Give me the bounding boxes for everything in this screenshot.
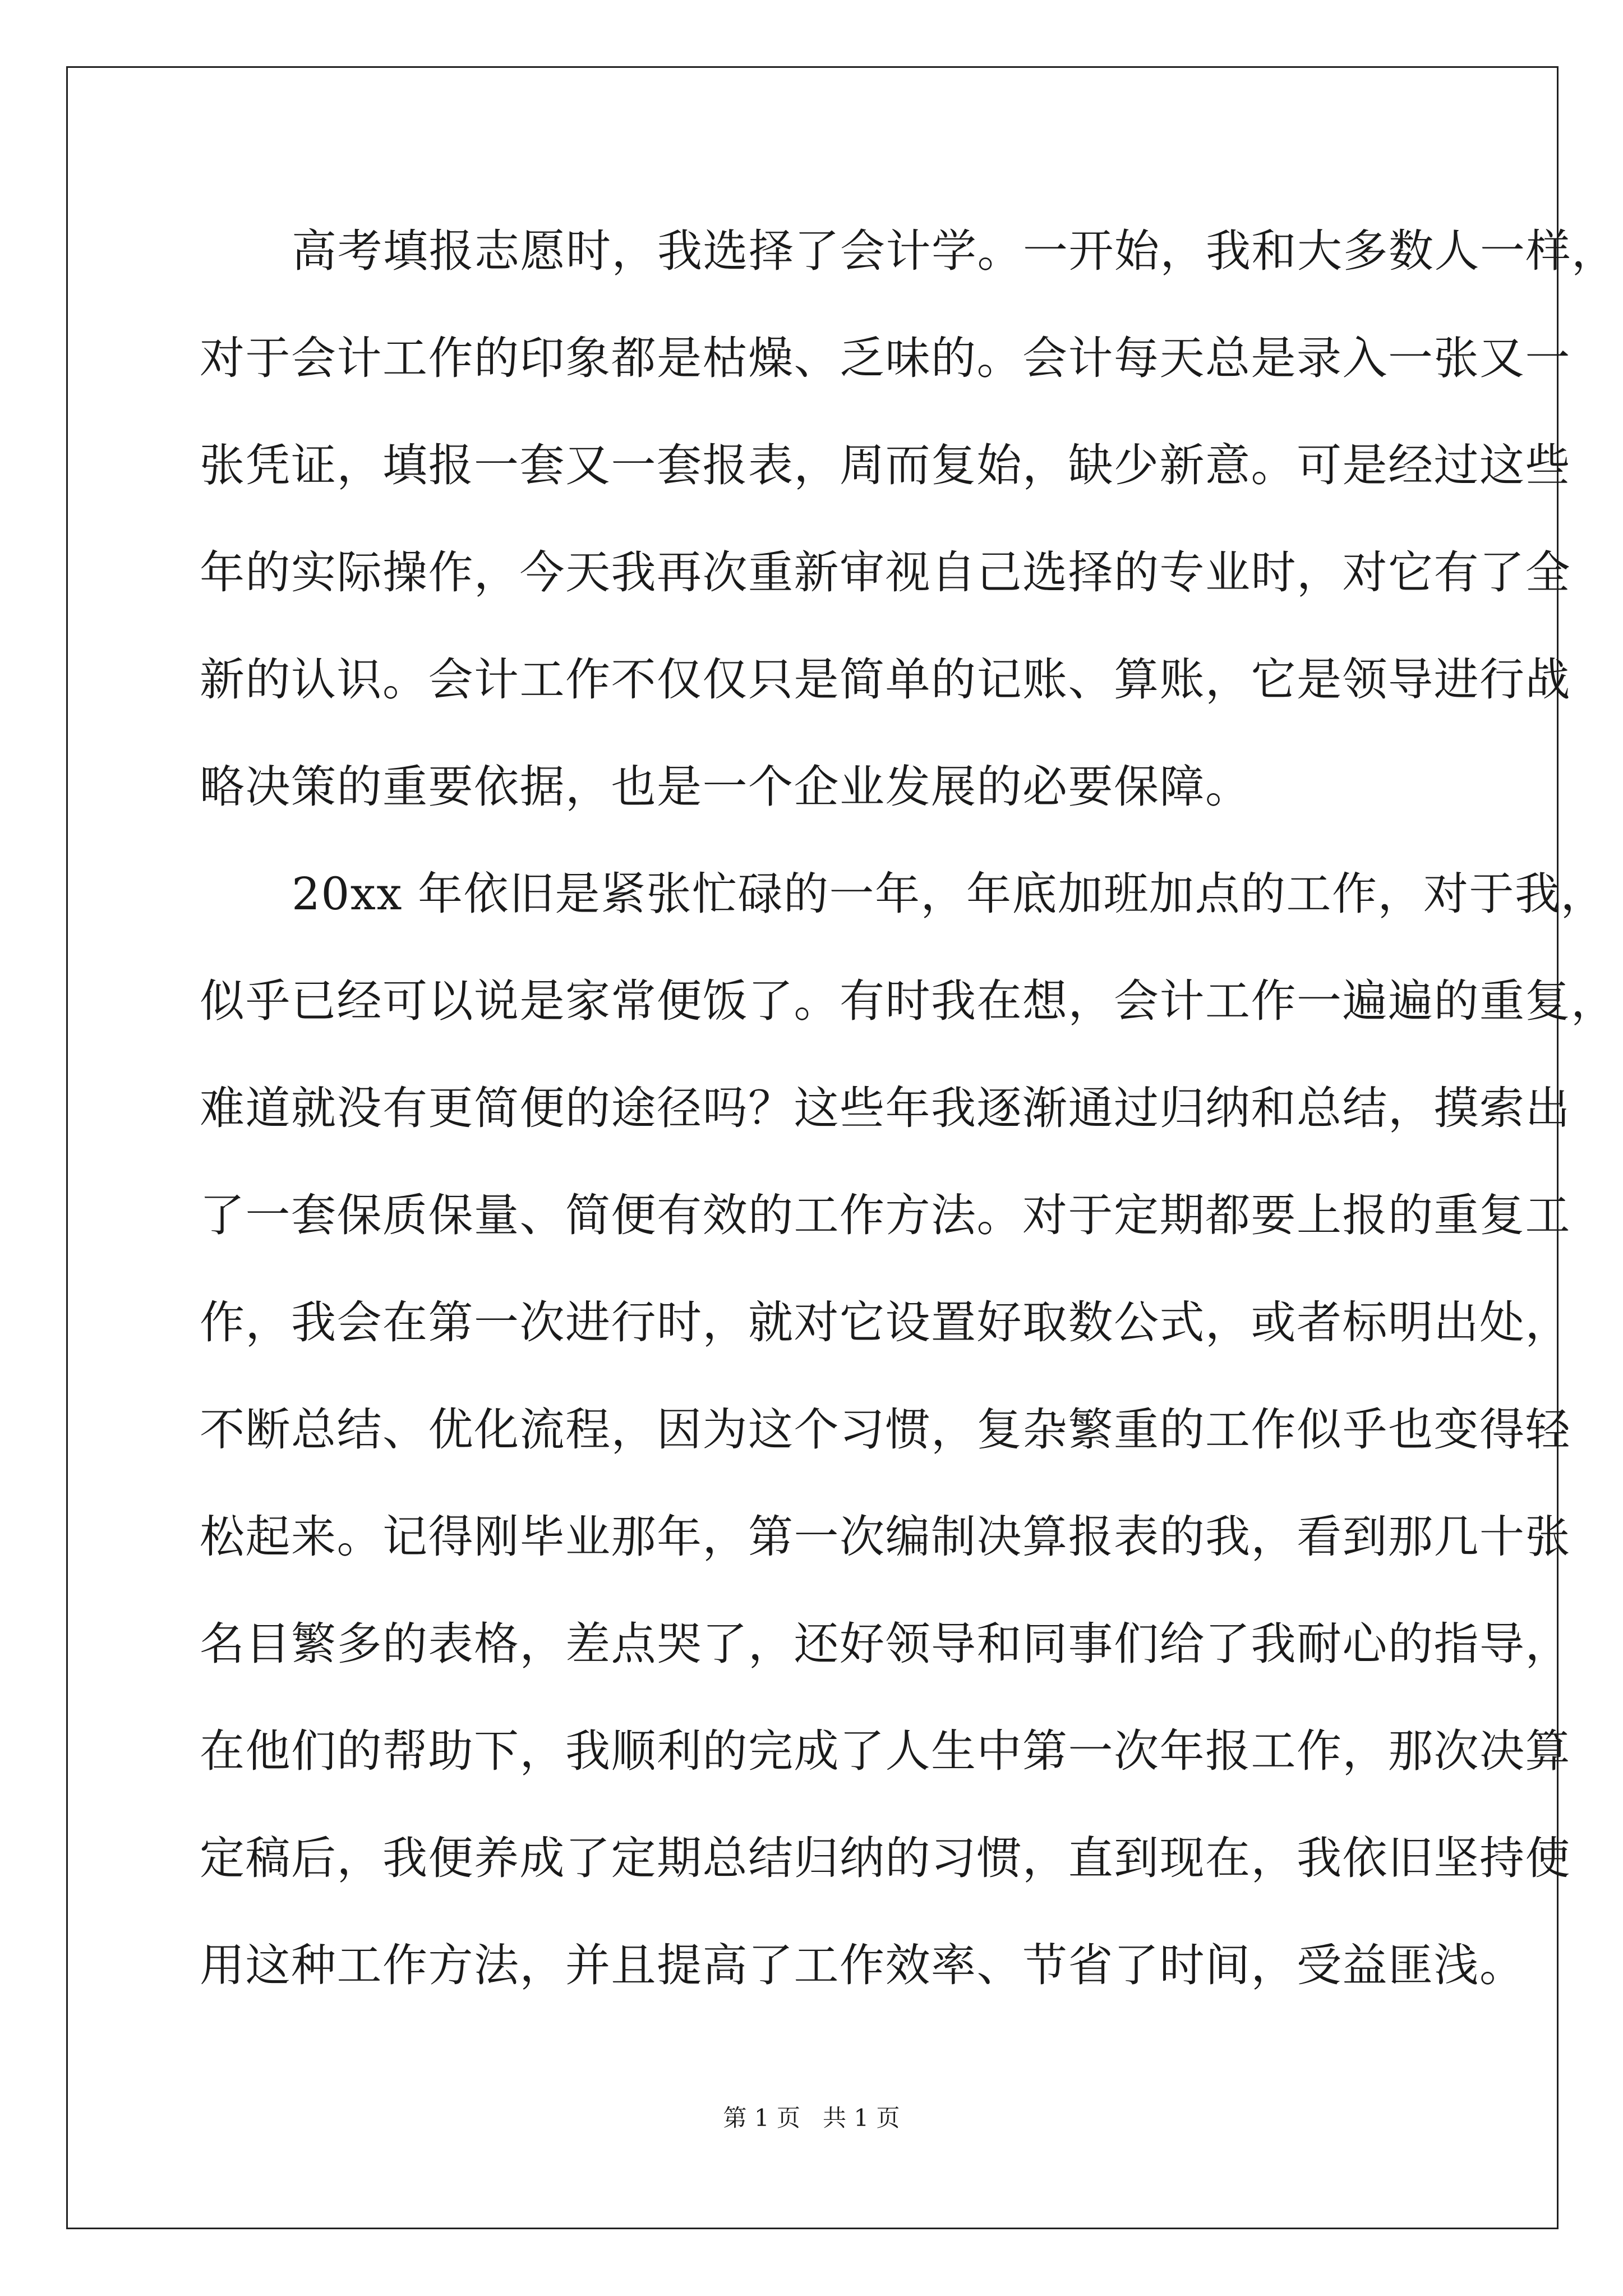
paragraph-2-line-5: 作，我会在第一次进行时，就对它设置好取数公式，或者标明出处，	[200, 1296, 1571, 1349]
paragraph-1-line-1: 高考填报志愿时，我选择了会计学。一开始，我和大多数人一样，	[292, 225, 1617, 277]
paragraph-1	[200, 220, 1617, 863]
paragraph-2-line-1: 20xx 年依旧是紧张忙碌的一年，年底加班加点的工作，对于我，	[292, 868, 1606, 920]
paragraph-2-line-11: 用这种工作方法，并且提高了工作效率、节省了时间，受益匪浅。	[200, 1939, 1525, 1991]
paragraph-1-line-2: 对于会计工作的印象都是枯燥、乏味的。会计每天总是录入一张又一	[200, 332, 1571, 384]
paragraph-1-line-6: 略决策的重要依据，也是一个企业发展的必要保障。	[200, 761, 1251, 813]
paragraph-2	[200, 863, 1617, 2042]
paragraph-1-line-5: 新的认识。会计工作不仅仅只是简单的记账、算账，它是领导进行战	[200, 654, 1571, 706]
paragraph-1-line-3: 张凭证，填报一套又一套报表，周而复始，缺少新意。可是经过这些	[200, 439, 1571, 491]
paragraph-2-line-9: 在他们的帮助下，我顺利的完成了人生中第一次年报工作，那次决算	[200, 1725, 1571, 1777]
paragraph-2-line-6: 不断总结、优化流程，因为这个习惯，复杂繁重的工作似乎也变得轻	[200, 1404, 1571, 1456]
paragraph-2-line-7: 松起来。记得刚毕业那年，第一次编制决算报表的我，看到那几十张	[200, 1511, 1571, 1563]
paragraph-2-line-3: 难道就没有更简便的途径吗？这些年我逐渐通过归纳和总结，摸索出	[200, 1082, 1571, 1134]
paragraph-2-line-2: 似乎已经可以说是家常便饭了。有时我在想，会计工作一遍遍的重复，	[200, 975, 1617, 1027]
paragraph-1-line-4: 年的实际操作，今天我再次重新审视自己选择的专业时，对它有了全	[200, 546, 1571, 599]
paragraph-2-line-10: 定稿后，我便养成了定期总结归纳的习惯，直到现在，我依旧坚持使	[200, 1832, 1571, 1884]
paragraph-2-line-4: 了一套保质保量、简便有效的工作方法。对于定期都要上报的重复工	[200, 1189, 1571, 1241]
document-body	[200, 220, 1617, 2042]
page-footer: 第 1 页 共 1 页	[723, 2104, 900, 2132]
paragraph-2-line-8: 名目繁多的表格，差点哭了，还好领导和同事们给了我耐心的指导，	[200, 1618, 1571, 1670]
